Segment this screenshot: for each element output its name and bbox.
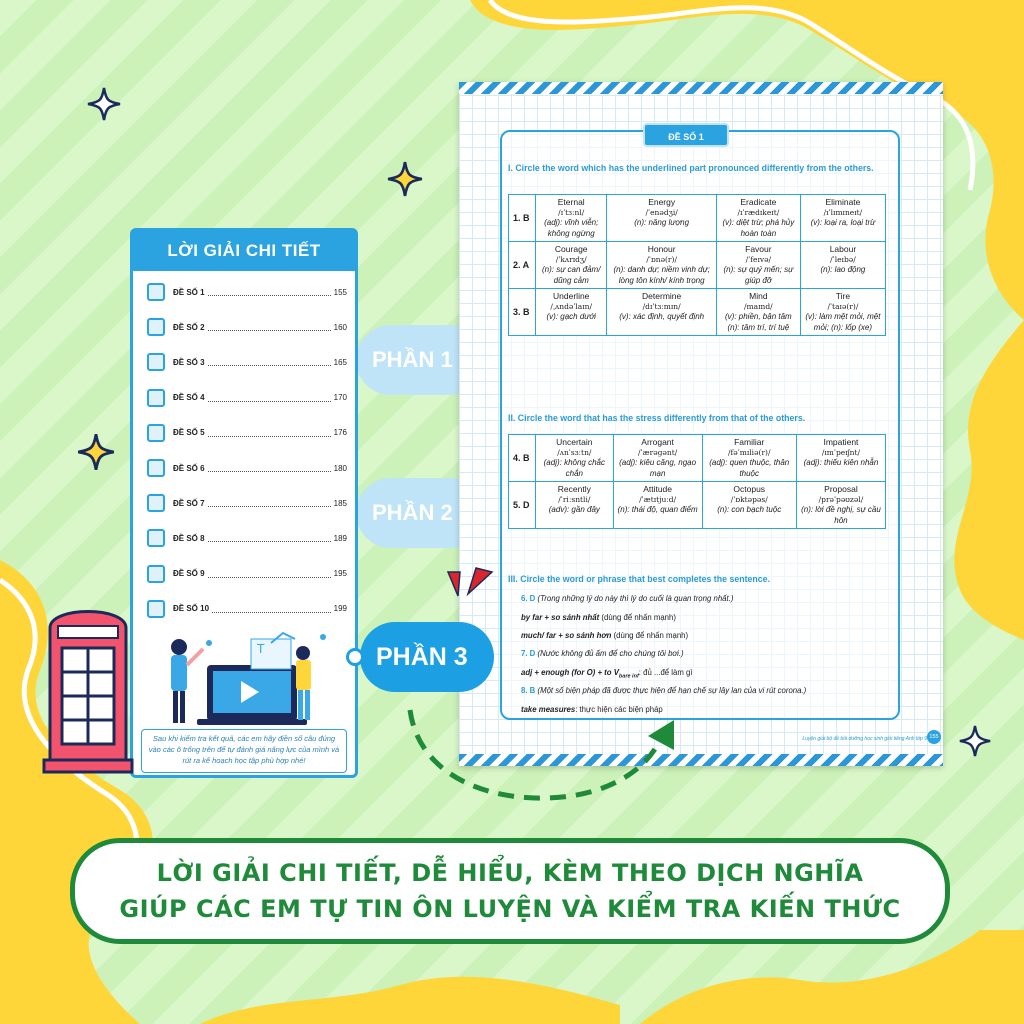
word: Uncertain: [556, 437, 593, 447]
toc-item-page: 176: [333, 428, 347, 438]
answer-7: [521, 648, 684, 660]
phonetic: /ɪˈlɪmɪneɪt/: [823, 207, 863, 217]
toc-item-page: 199: [333, 604, 347, 614]
phonetic: /prəˈpəʊzəl/: [818, 494, 864, 504]
checkbox[interactable]: [147, 459, 165, 477]
meaning: (adj): không chắc chắn: [543, 458, 605, 478]
toc-item-label: ĐỀ SỐ 9: [173, 569, 205, 579]
part-3-dot: [346, 648, 364, 666]
answer-number: 5. D: [509, 482, 536, 529]
answer-6-key: 6. D: [521, 594, 536, 603]
page-number: 155: [927, 730, 941, 744]
answer-8-note: (Một số biện pháp đã được thực hiện để hạn chế sự lây lan của vi rút corona.): [537, 686, 807, 695]
word: Octopus: [733, 484, 766, 494]
meaning: (adj): quen thuộc, thân thuộc: [709, 458, 790, 478]
leader-dots: [208, 429, 331, 437]
word-cell: [716, 242, 800, 289]
answer-6-rule-2: [521, 630, 688, 642]
answer-number: 3. B: [509, 289, 536, 336]
meaning: (n): năng lượng: [634, 218, 690, 227]
phonetic: /fəˈmɪliə(r)/: [727, 447, 771, 457]
word: Eliminate: [825, 197, 861, 207]
toc-item-label: ĐỀ SỐ 4: [173, 393, 205, 403]
part-1-label: PHẦN 1: [372, 347, 453, 372]
word-cell: [716, 195, 800, 242]
phonetic: /ˈɒnə(r)/: [646, 254, 677, 264]
toc-item[interactable]: [147, 281, 347, 303]
word: Courage: [554, 244, 588, 254]
word: Underline: [553, 291, 590, 301]
toc-item-page: 165: [333, 357, 347, 367]
checkbox[interactable]: [147, 494, 165, 512]
banner-line-1: LỜI GIẢI CHI TIẾT, DỄ HIỂU, KÈM THEO DỊCH NGHĨA: [156, 859, 864, 887]
word: Favour: [745, 244, 772, 254]
toc-item-label: ĐỀ SỐ 1: [173, 287, 205, 297]
answer-number: 2. A: [509, 242, 536, 289]
phonetic: /ˈtaɪə(r)/: [827, 301, 859, 311]
phonetic: /ˈenədʒi/: [645, 207, 678, 217]
yellow-blob-bottom-right: [640, 930, 1024, 1024]
svg-text:T: T: [257, 642, 265, 656]
word: Determine: [642, 291, 682, 301]
toc-card: [130, 228, 358, 778]
meaning: (n): thái độ, quan điểm: [617, 505, 698, 514]
checkbox[interactable]: [147, 600, 165, 618]
toc-item-page: 180: [333, 463, 347, 473]
meaning: (adj): kiêu căng, ngạo mạn: [619, 458, 697, 478]
toc-item[interactable]: [147, 457, 347, 479]
word-cell: [702, 482, 796, 529]
rule-text: : thực hiện các biện pháp: [575, 705, 663, 714]
answer-number: 1. B: [509, 195, 536, 242]
word: Impatient: [823, 437, 859, 447]
word-cell: [607, 242, 716, 289]
rule-formula: much/ far + so sánh hơn: [521, 631, 612, 640]
meaning: (n): sự can đảm/ dũng cảm: [542, 265, 601, 285]
word-cell: [796, 435, 885, 482]
toc-item-page: 160: [333, 322, 347, 332]
toc-item[interactable]: [147, 527, 347, 549]
dashed-arrow-icon: [398, 700, 688, 810]
leader-dots: [208, 288, 331, 296]
sparkle-star-icon: [86, 86, 122, 122]
checkbox[interactable]: [147, 283, 165, 301]
phonetic: /ˌʌndəˈlaɪn/: [550, 301, 593, 311]
meaning: (n): lời đề nghị, sự cầu hôn: [801, 505, 881, 525]
answer-8-key: 8. B: [521, 686, 536, 695]
attention-marks-icon: [446, 566, 502, 610]
meaning: (n): lao động: [820, 265, 866, 274]
toc-item[interactable]: [147, 316, 347, 338]
toc-item-label: ĐỀ SỐ 2: [173, 322, 205, 332]
word: Labour: [829, 244, 857, 254]
rule-formula: adj + enough (for O) + to V: [521, 668, 619, 677]
word-cell: [800, 242, 885, 289]
word-cell: [536, 242, 607, 289]
word: Eternal: [557, 197, 585, 207]
answer-6-rule-1: [521, 612, 676, 624]
word: Energy: [648, 197, 676, 207]
phonetic: /ˈætɪtjuːd/: [639, 494, 677, 504]
sparkle-star-icon: [76, 432, 116, 472]
phonetic: /maɪnd/: [744, 301, 773, 311]
phonetic: /ˈærəɡənt/: [637, 447, 678, 457]
toc-item[interactable]: [147, 387, 347, 409]
meaning: (adj): thiếu kiên nhẫn: [803, 458, 879, 467]
sparkle-star-icon: [958, 724, 992, 758]
leader-dots: [208, 358, 331, 366]
toc-item[interactable]: [147, 492, 347, 514]
word: Tire: [835, 291, 851, 301]
toc-item[interactable]: [147, 598, 347, 620]
answer-7-note: (Nước không đủ ấm để cho chúng tôi bơi.): [537, 649, 684, 658]
table-row: [509, 195, 886, 242]
word-cell: [800, 195, 885, 242]
phonetic: /ɪmˈpeɪʃnt/: [821, 447, 861, 457]
sparkle-star-icon: [386, 160, 424, 198]
phonetic: /ˈleɪbə/: [830, 254, 856, 264]
toc-item-page: 155: [333, 287, 347, 297]
answer-7-rule: [521, 667, 693, 683]
toc-item[interactable]: [147, 563, 347, 585]
word-cell: [702, 435, 796, 482]
rule-text: (dùng để nhấn mạnh): [613, 631, 689, 640]
toc-item-label: ĐỀ SỐ 7: [173, 498, 205, 508]
banner-line-2: GIÚP CÁC EM TỰ TIN ÔN LUYỆN VÀ KIỂM TRA KIẾN THỨC: [119, 895, 901, 923]
section-1-heading: I. Circle the word which has the underlined part pronounced differently from the others.: [508, 163, 874, 173]
table-row: [509, 289, 886, 336]
checkbox[interactable]: [147, 318, 165, 336]
phonetic: /ɪˈrædɪkeɪt/: [737, 207, 780, 217]
answer-8: [521, 685, 806, 697]
leader-dots: [208, 323, 331, 331]
word: Mind: [749, 291, 768, 301]
word-cell: [613, 435, 702, 482]
leader-dots: [208, 394, 331, 402]
meaning: (v): loại ra, loại trừ: [810, 218, 876, 227]
phonetic: /ˈɒktəpəs/: [730, 494, 768, 504]
tab-part-3[interactable]: [360, 622, 494, 692]
meaning: (adj): vĩnh viễn; không ngừng: [544, 218, 599, 238]
stress-table: [508, 434, 886, 529]
checkbox[interactable]: [147, 424, 165, 442]
table-row: [509, 482, 886, 529]
word-cell: [536, 435, 614, 482]
word: Recently: [557, 484, 591, 494]
section-2-heading: II. Circle the word that has the stress differently from that of the others.: [508, 413, 806, 423]
exam-badge: ĐỀ SỐ 1: [643, 123, 729, 147]
tip-text: Sau khi kiểm tra kết quả, các em hãy điền số câu đúng vào các ô trống trên để tự đánh giá năng lực của mình và rút ra kế hoạch học tập phù hợp nhé!: [141, 729, 347, 773]
meaning: (v): làm mệt mỏi, mệt mỏi; (n): lốp (xe): [805, 312, 881, 332]
phone-booth-icon: [40, 598, 136, 778]
toc-item-label: ĐỀ SỐ 3: [173, 357, 205, 367]
answer-number: 4. B: [509, 435, 536, 482]
word-cell: [536, 195, 607, 242]
rule-subscript: bare inf: [618, 673, 639, 680]
meaning: (n): con bạch tuộc: [717, 505, 782, 514]
part-3-label: PHẦN 3: [376, 642, 468, 671]
toc-item-page: 185: [333, 498, 347, 508]
section-3-heading: III. Circle the word or phrase that best completes the sentence.: [508, 574, 771, 584]
meaning: (v): gạch dưới: [546, 312, 596, 321]
leader-dots: [208, 534, 331, 542]
word: Honour: [647, 244, 676, 254]
meaning: (n): danh dự; niềm vinh dự; lòng tôn kính/ kính trọng: [613, 265, 710, 285]
toc-item-label: ĐỀ SỐ 10: [173, 604, 210, 614]
word: Proposal: [824, 484, 858, 494]
phonetic: /ˈfeɪvə/: [745, 254, 772, 264]
word: Arrogant: [641, 437, 674, 447]
toc-item-page: 195: [333, 569, 347, 579]
rule-formula: take measures: [521, 705, 576, 714]
phonetic: /ʌnˈsɜːtn/: [557, 447, 592, 457]
toc-item[interactable]: [147, 351, 347, 373]
word: Eradicate: [740, 197, 777, 207]
toc-item[interactable]: [147, 422, 347, 444]
meaning: (n): sự quý mến; sự giúp đỡ: [723, 265, 794, 285]
leader-dots: [208, 570, 331, 578]
checkbox[interactable]: [147, 529, 165, 547]
table-row: [509, 242, 886, 289]
leader-dots: [208, 464, 331, 472]
meaning: (adv): gần đây: [548, 505, 600, 514]
word: Familiar: [734, 437, 765, 447]
word-cell: [613, 482, 702, 529]
word-cell: [716, 289, 800, 336]
rule-text: : đủ ...để làm gì: [638, 668, 693, 677]
checkbox[interactable]: [147, 389, 165, 407]
meaning: (v): diệt trừ; phá hủy hoàn toàn: [722, 218, 795, 238]
study-illustration: [153, 623, 343, 729]
rule-text: (dùng để nhấn mạnh): [601, 613, 676, 622]
leader-dots: [208, 499, 331, 507]
toc-item-label: ĐỀ SỐ 6: [173, 463, 205, 473]
word-cell: [607, 289, 716, 336]
toc-title: LỜI GIẢI CHI TIẾT: [133, 231, 355, 271]
phonetic: /ɪˈtɜːnl/: [558, 207, 585, 217]
leader-dots: [212, 605, 331, 613]
bottom-banner: [70, 838, 950, 944]
worksheet-page: [459, 82, 943, 766]
toc-item-label: ĐỀ SỐ 5: [173, 428, 205, 438]
rule-formula: by far + so sánh nhất: [521, 613, 600, 622]
word-cell: [796, 482, 885, 529]
pronunciation-table: [508, 194, 886, 336]
word-cell: [536, 482, 614, 529]
word-cell: [607, 195, 716, 242]
meaning: (v): xác định, quyết định: [619, 312, 705, 321]
phonetic: /dɪˈtɜːmɪn/: [642, 301, 681, 311]
answer-6-note: (Trong những lý do này thì lý do cuối là quan trọng nhất.): [537, 594, 734, 603]
word: Attitude: [643, 484, 673, 494]
meaning: (v): phiền, bận tâm (n): tâm trí, trí tuệ: [725, 312, 792, 332]
toc-item-page: 170: [333, 393, 347, 403]
table-row: [509, 435, 886, 482]
part-2-label: PHẦN 2: [372, 500, 453, 525]
toc-item-page: 189: [333, 533, 347, 543]
top-stripe: [459, 82, 943, 94]
word-cell: [536, 289, 607, 336]
yellow-blob-bottom: [200, 955, 620, 1024]
page-footer: Luyện giải bộ đề bồi dưỡng học sinh giỏi tiếng Anh lớp 9: [802, 736, 927, 742]
checkbox[interactable]: [147, 353, 165, 371]
answer-7-key: 7. D: [521, 649, 536, 658]
word-cell: [800, 289, 885, 336]
phonetic: /ˈriːsntli/: [558, 494, 591, 504]
toc-item-label: ĐỀ SỐ 8: [173, 533, 205, 543]
checkbox[interactable]: [147, 565, 165, 583]
phonetic: /ˈkʌrɪdʒ/: [555, 254, 587, 264]
answer-6: [521, 593, 733, 605]
